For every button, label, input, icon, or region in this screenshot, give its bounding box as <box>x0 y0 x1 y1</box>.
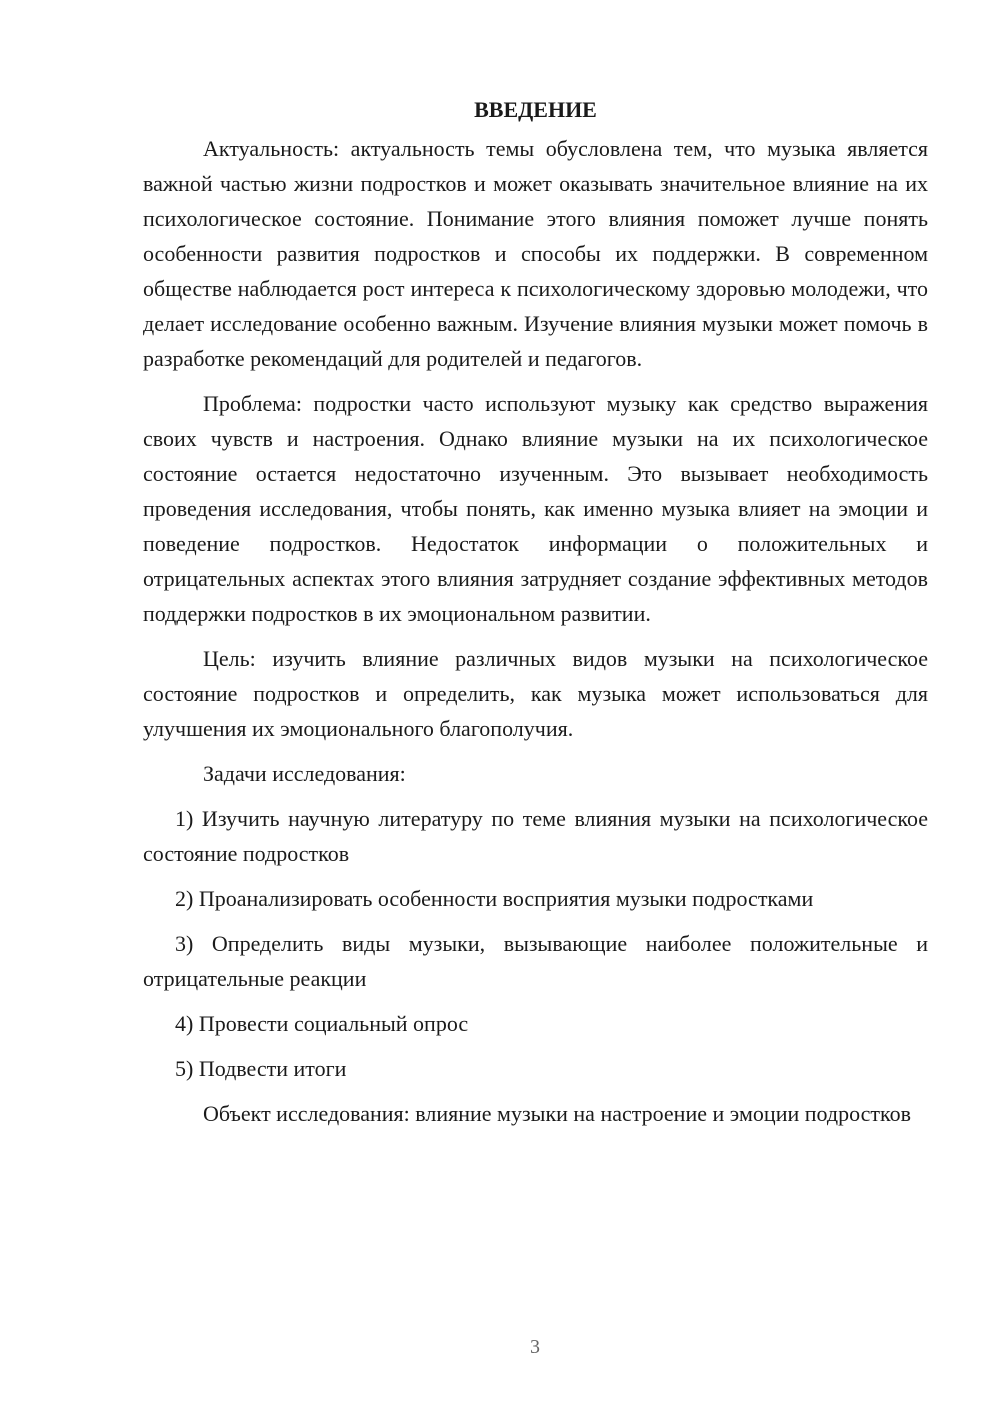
goal-paragraph: Цель: изучить влияние различных видов музыки на психологическое состояние подростков и определить, как музыка может использоваться для улучшения их эмоционального благополучия. <box>143 646 928 741</box>
relevance-paragraph: Актуальность: актуальность темы обусловлена тем, что музыка является важной частью жизни подростков и может оказывать значительное влияние на их психологическое состояние. Понимание этого влияния поможет лучше понять особенности развития подростков и способы их поддержки. В современном обществе наблюдается рост интереса к психологическому здоровью молодежи, что делает исследование особенно важным. Изучение влияния музыки может помочь в разработке рекомендаций для родителей и педагогов. <box>143 136 928 371</box>
task-item: 3) Определить виды музыки, вызывающие наиболее положительные и отрицательные реакции <box>143 931 928 991</box>
page-content <box>143 92 928 1141</box>
object-paragraph: Объект исследования: влияние музыки на настроение и эмоции подростков <box>203 1101 911 1126</box>
section-heading: ВВЕДЕНИЕ <box>474 97 597 122</box>
page-number: 3 <box>530 1336 540 1358</box>
tasks-title: Задачи исследования: <box>203 761 406 786</box>
problem-paragraph: Проблема: подростки часто используют музыку как средство выражения своих чувств и настроения. Однако влияние музыки на их психологическое состояние остается недостаточно изученным. Это вызывает необходимость проведения исследования, чтобы понять, как именно музыка влияет на эмоции и поведение подростков. Недостаток информации о положительных и отрицательных аспектах этого влияния затрудняет создание эффективных методов поддержки подростков в их эмоциональном развитии. <box>143 391 928 626</box>
task-item: 4) Провести социальный опрос <box>175 1011 469 1036</box>
task-item: 5) Подвести итоги <box>175 1056 347 1081</box>
task-item: 1) Изучить научную литературу по теме влияния музыки на психологическое состояние подростков <box>143 806 928 866</box>
task-item: 2) Проанализировать особенности восприятия музыки подростками <box>175 886 814 911</box>
